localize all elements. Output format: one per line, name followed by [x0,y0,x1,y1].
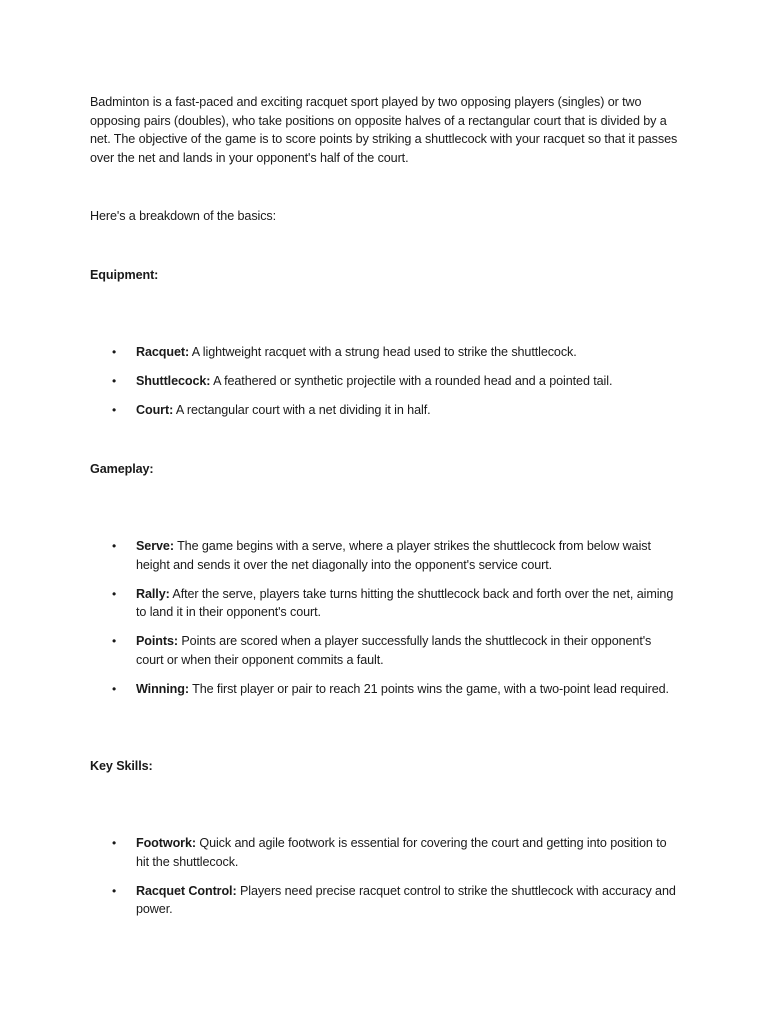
list-item-text: A lightweight racquet with a strung head used to strike the shuttlecock. [189,345,577,359]
bullet-icon: • [112,373,117,388]
bullet-icon: • [112,345,117,359]
list-item-text: Players need precise racquet control to strike the shuttlecock with accuracy and power. [136,883,676,917]
intro-paragraph: Badminton is a fast-paced and exciting racquet sport played by two opposing players (singles) or two opposing pairs (doubles), who take positions on opposite halves of a rectangular court that is divided by a net. The objective of the game is to score points by striking a shuttlecock with your racquet so that it passes over the net and lands in your opponent's half of the court. [90,95,678,165]
list-item-text: Quick and agile footwork is essential for covering the court and getting into position to hit the shuttlecock. [136,836,667,869]
list-item-term: Winning: [136,681,189,696]
list-item-term: Rally: [136,586,170,601]
list-item-text: After the serve, players take turns hitting the shuttlecock back and forth over the net, aiming to land it in their opponent's court. [136,586,674,620]
list-item-term: Points: [136,634,178,649]
bullet-icon: • [112,883,117,898]
bullet-icon: • [112,681,117,696]
bullet-icon: • [112,586,117,601]
key-skills-list [0,834,768,929]
section-heading-equipment: Equipment: [90,268,159,282]
list-item [0,537,768,574]
section-heading-gameplay: Gameplay: [90,462,154,476]
list-item-text: The first player or pair to reach 21 points wins the game, with a two-point lead required. [188,681,669,696]
list-item [0,632,768,669]
list-item-term: Racquet: [136,345,190,359]
equipment-list [0,343,768,430]
gameplay-list [0,537,768,709]
list-item-term: Court: [136,402,174,417]
list-item-term: Serve: [136,539,174,553]
bullet-icon: • [112,539,117,553]
section-heading-key-skills: Key Skills: [90,759,153,773]
list-item [0,372,768,391]
list-item [0,834,768,871]
list-item-term: Footwork: [136,836,196,850]
list-item [0,343,768,362]
breakdown-paragraph: Here's a breakdown of the basics: [90,209,277,223]
list-item-text: A feathered or synthetic projectile with a rounded head and a pointed tail. [210,373,613,388]
list-item-text: Points are scored when a player successfully lands the shuttlecock in their opponent's court or when their opponent commits a fault. [136,634,652,667]
list-item-text: The game begins with a serve, where a player strikes the shuttlecock from below waist height and sends it over the net diagonally into the opponent's service court. [136,539,651,572]
bullet-icon: • [112,402,117,417]
list-item-term: Shuttlecock: [136,373,211,388]
list-item [0,882,768,919]
list-item [0,680,768,699]
list-item-text: A rectangular court with a net dividing it in half. [173,402,431,417]
bullet-icon: • [112,836,117,850]
list-item [0,401,768,420]
list-item-term: Racquet Control: [136,883,237,898]
list-item [0,585,768,622]
bullet-icon: • [112,634,117,649]
